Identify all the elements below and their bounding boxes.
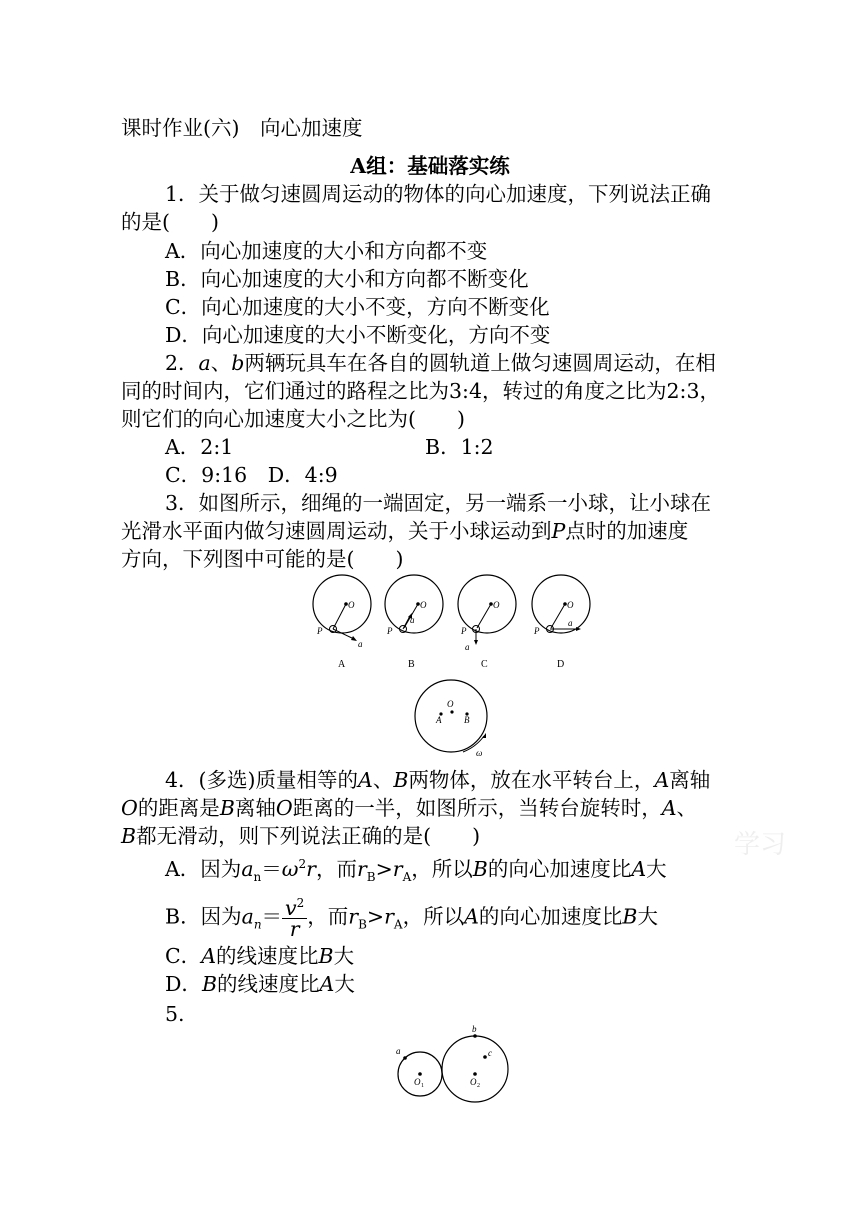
svg-text:O: O <box>348 600 355 610</box>
svg-text:O: O <box>447 699 454 709</box>
q1-option-b: B．向心加速度的大小和方向都不断变化 <box>165 267 529 291</box>
svg-text:a: a <box>358 639 363 649</box>
svg-text:O: O <box>420 600 427 610</box>
q4-stem-line3: B都无滑动，则下列说法正确的是( ) <box>121 824 481 848</box>
svg-text:P: P <box>534 626 540 636</box>
q4-option-a: A．因为$a_n=\omega^2r$，而$r_B>r_A$，所以B的向心加速度比A大 <box>165 856 667 884</box>
svg-text:ω: ω <box>476 748 483 758</box>
turntable-figure <box>408 676 498 764</box>
q4-stem-line2: O的距离是B离轴O距离的一半，如图所示，当转台旋转时，A、 <box>121 796 698 820</box>
page-title: 课时作业(六) 向心加速度 <box>121 116 363 140</box>
svg-text:O: O <box>493 600 500 610</box>
q1-option-c: C．向心加速度的大小不变，方向不断变化 <box>165 295 550 319</box>
svg-text:B: B <box>408 659 415 670</box>
svg-text:P: P <box>317 626 323 636</box>
svg-text:A: A <box>338 659 346 670</box>
q2-option-b: B．1:2 <box>425 435 494 459</box>
q2-option-cd: C．9:16 D．4:9 <box>165 463 338 487</box>
v2-over-r-fraction: $\frac{v^2}{r}$ <box>282 893 307 939</box>
watermark: 学习 <box>734 830 787 860</box>
svg-text:1: 1 <box>421 1083 424 1089</box>
q3-option-b-diagram <box>385 575 443 670</box>
q2-stem-line2: 同的时间内，它们通过的路程之比为3:4，转过的角度之比为2:3， <box>121 379 720 403</box>
q3-figure-svg <box>300 570 600 674</box>
svg-text:B: B <box>464 715 470 725</box>
svg-text:2: 2 <box>477 1083 480 1089</box>
q3-option-a-diagram <box>313 575 371 670</box>
svg-text:a: a <box>465 642 470 652</box>
q3-option-d-diagram <box>532 575 590 670</box>
q3-figure <box>300 570 600 678</box>
svg-text:D: D <box>557 659 565 670</box>
q1-option-d: D．向心加速度的大小不断变化，方向不变 <box>165 323 551 347</box>
svg-text:a: a <box>396 1046 401 1056</box>
q4-option-d: D．B的线速度比A大 <box>165 972 355 996</box>
svg-text:O: O <box>470 1077 477 1087</box>
q4-option-b: B．因为$a_n=$ $\frac{v^2}{r}$ ，而$r_B>r_A$，所以A的向心加速度比B大 <box>165 895 658 941</box>
svg-text:A: A <box>436 715 442 725</box>
svg-text:O: O <box>567 600 574 610</box>
q3-stem-line1: 3．如图所示，细绳的一端固定，另一端系一小球，让小球在 <box>165 491 712 515</box>
q5-number: 5. <box>165 1002 185 1026</box>
svg-text:a: a <box>410 615 415 625</box>
gear-wheels-svg <box>388 1022 518 1110</box>
q3-stem-line2: 光滑水平面内做匀速圆周运动，关于小球运动到P点时的加速度 <box>121 519 689 543</box>
q2-stem-line3: 则它们的向心加速度大小之比为( ) <box>121 407 465 431</box>
q4-stem-line1: 4．(多选)质量相等的A、B两物体，放在水平转台上，A离轴 <box>165 768 711 792</box>
svg-text:a: a <box>568 618 573 628</box>
svg-text:c: c <box>488 1048 492 1058</box>
large-wheel <box>442 1036 508 1102</box>
q2-stem-line1: 2．a、b两辆玩具车在各自的圆轨道上做匀速圆周运动，在相 <box>165 351 716 375</box>
q1-option-a: A．向心加速度的大小和方向都不变 <box>165 239 488 263</box>
section-heading: A组：基础落实练 <box>350 154 510 178</box>
q1-stem-line1: 1．关于做匀速圆周运动的物体的向心加速度，下列说法正确 <box>165 182 712 206</box>
axis-point-o <box>450 710 453 713</box>
svg-text:P: P <box>387 626 393 636</box>
q5-figure <box>388 1022 518 1114</box>
q1-stem-line2: 的是( ) <box>121 210 219 234</box>
turntable-svg <box>408 676 498 760</box>
svg-text:C: C <box>481 659 488 670</box>
q3-stem-line3: 方向，下列图中可能的是( ) <box>121 547 404 571</box>
svg-text:P: P <box>461 626 467 636</box>
q4-option-c: C．A的线速度比B大 <box>165 944 355 968</box>
svg-text:b: b <box>472 1024 477 1034</box>
q2-option-a: A．2:1 <box>165 435 234 459</box>
svg-text:O: O <box>414 1077 421 1087</box>
q3-option-c-diagram <box>458 575 516 670</box>
